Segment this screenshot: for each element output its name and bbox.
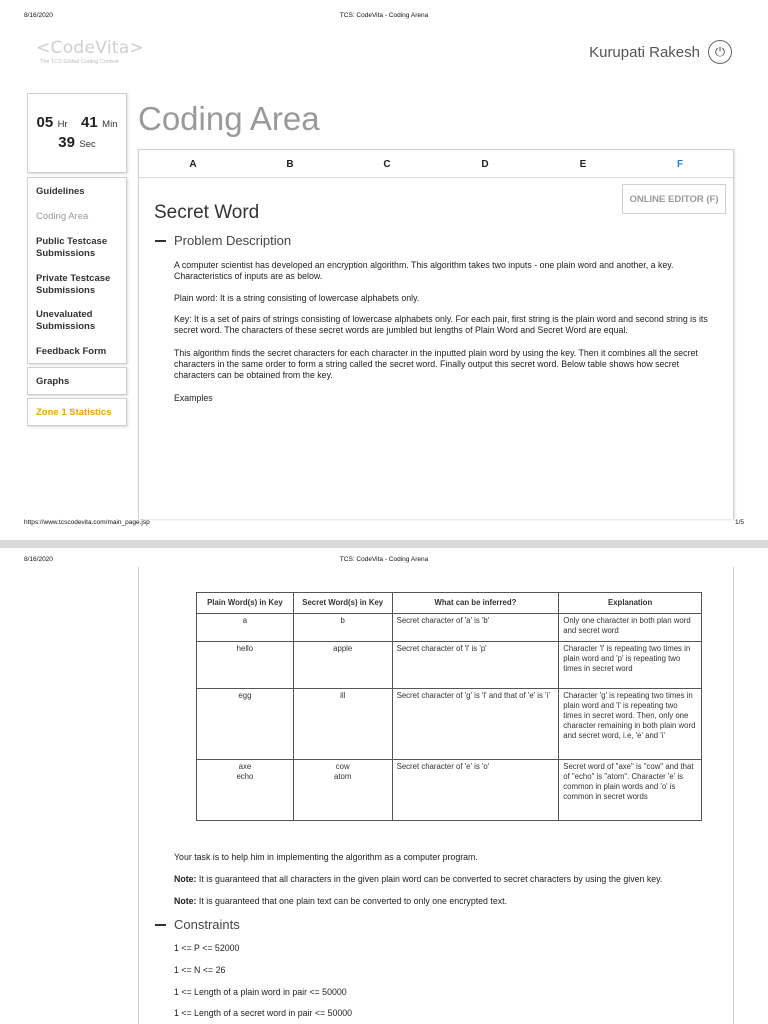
table-cell-explanation: Secret word of "axe" is "cow" and that of "echo" is "atom". Character 'e' is common in plain words and 'o' is common in secret words [559,760,702,821]
page-divider [0,540,768,548]
table-cell-plain: hello [197,642,294,689]
sidebar-item-zone-statistics[interactable]: Zone 1 Statistics [27,398,127,426]
table-cell-secret: apple [293,642,392,689]
user-area [589,40,732,64]
section-label: Constraints [174,917,240,932]
description-paragraph: This algorithm finds the secret characters for each character in the inputted plain word by using the key. Then it combines all the secret characters in the same order to form a string called the secret word. Finally output this secret word. Below table shows how secret characters can be obtained from the key. [174,348,698,380]
constraint-item: 1 <= N <= 26 [174,965,226,975]
task-paragraph: Your task is to help him in implementing the algorithm as a computer program. [174,852,478,862]
codevita-logo[interactable] [36,38,146,68]
table-header: Secret Word(s) in Key [293,593,392,614]
table-header-row [197,593,702,614]
description-paragraph: Plain word: It is a string consisting of lowercase alphabets only. [174,293,420,303]
sidebar-item-private-testcase[interactable]: Private Testcase Submissions [36,273,111,296]
description-paragraph: Key: It is a set of pairs of strings consisting of lowercase alphabets only. For each pair, first string is the plain word and second string is its secret word. The characters of these secret words are jumbled but lengths of Plain Word and Secret Word are equal. [174,314,708,335]
tab-c[interactable]: C [383,159,391,170]
problem-tabs [139,150,733,178]
print-header [24,12,744,22]
print-date: 8/16/2020 [24,556,53,563]
table-cell-inferred: Secret character of 'a' is 'b' [392,614,559,642]
tab-b[interactable]: B [286,159,294,170]
user-name: Kurupati Rakesh [589,43,700,61]
sidebar-item-graphs[interactable]: Graphs [27,367,127,395]
table-cell-inferred: Secret character of 'g' is 'l' and that of 'e' is 'i' [392,689,559,760]
description-paragraph: A computer scientist has developed an encryption algorithm. This algorithm takes two inputs - one plain word and another, a key. Characteristics of inputs are as below. [174,260,674,281]
table-header: Plain Word(s) in Key [197,593,294,614]
tab-d[interactable]: D [481,159,489,170]
countdown-timer [27,93,127,173]
table-cell-secret: b [293,614,392,642]
table-row [197,614,702,642]
tab-f[interactable]: F [676,159,684,170]
print-title: TCS: CodeVita - Coding Arena [339,556,429,563]
sidebar-item-coding-area[interactable]: Coding Area [36,211,89,222]
table-cell-explanation: Character 'l' is repeating two times in plain word and 'p' is repeating two times in secret word [559,642,702,689]
timer-minutes: 41 [81,114,98,131]
print-title: TCS: CodeVita - Coding Arena [339,12,429,19]
print-page-number: 1/5 [734,519,744,526]
timer-hours: 05 [36,114,54,131]
table-cell-plain: axe echo [197,760,294,821]
section-label: Problem Description [174,233,292,248]
table-cell-inferred: Secret character of 'e' is 'o' [392,760,559,821]
table-row [197,760,702,821]
note-text: It is guaranteed that all characters in the given plain word can be converted to secret characters by using the given key. [196,874,663,884]
note-label: Note: [174,874,197,884]
section-problem-description[interactable] [155,233,291,248]
problem-title: Secret Word [154,202,260,223]
table-cell-explanation: Character 'g' is repeating two times in plain word and 'l' is repeating two times in secret word. Then, only one character remaining in both plain word and secret word, i.e, 'e' and 'i' [559,689,702,760]
constraint-item: 1 <= Length of a plain word in pair <= 50000 [174,987,347,997]
collapse-dash-icon [155,924,166,926]
table-cell-inferred: Secret character of 'l' is 'p' [392,642,559,689]
examples-label: Examples [174,393,213,403]
logo-text: <CodeVita> [36,38,145,58]
constraint-item: 1 <= Length of a secret word in pair <= 50000 [174,1008,353,1018]
print-header [24,556,744,566]
sidebar-item-public-testcase[interactable]: Public Testcase Submissions [36,236,108,259]
note-text: It is guaranteed that one plain text can be converted to only one encrypted text. [196,896,508,906]
note-paragraph [174,896,722,907]
tab-a[interactable]: A [189,159,197,170]
power-icon[interactable]: ⏻ [708,40,732,64]
timer-seconds-label: Sec [79,139,96,150]
online-editor-button[interactable]: ONLINE EDITOR (F) [622,184,726,214]
timer-minutes-label: Min [102,119,118,130]
note-paragraph [174,874,722,885]
table-cell-plain: a [197,614,294,642]
section-constraints[interactable] [155,917,240,932]
print-date: 8/16/2020 [24,12,53,19]
table-header: Explanation [559,593,702,614]
note-label: Note: [174,896,197,906]
logo-tagline: The TCS Global Coding Contest [40,59,119,65]
key-examples-table [196,592,702,821]
sidebar-item-feedback[interactable]: Feedback Form [36,346,107,357]
table-row [197,689,702,760]
sidebar-item-guidelines[interactable]: Guidelines [36,186,85,197]
tab-e[interactable]: E [579,159,587,170]
print-url: https://www.tcscodevita.com/main_page.jsp [24,519,150,526]
table-row [197,642,702,689]
timer-seconds: 39 [58,134,75,151]
constraint-item: 1 <= P <= 52000 [174,943,240,953]
table-cell-explanation: Only one character in both plan word and secret word [559,614,702,642]
table-cell-plain: egg [197,689,294,760]
sidebar-nav [27,177,127,364]
collapse-dash-icon [155,240,166,242]
table-cell-secret: ill [293,689,392,760]
timer-hours-label: Hr [57,119,68,130]
table-header: What can be inferred? [392,593,559,614]
sidebar-item-unevaluated[interactable]: Unevaluated Submissions [36,309,96,332]
page-title: Coding Area [138,100,320,137]
table-cell-secret: cow atom [293,760,392,821]
